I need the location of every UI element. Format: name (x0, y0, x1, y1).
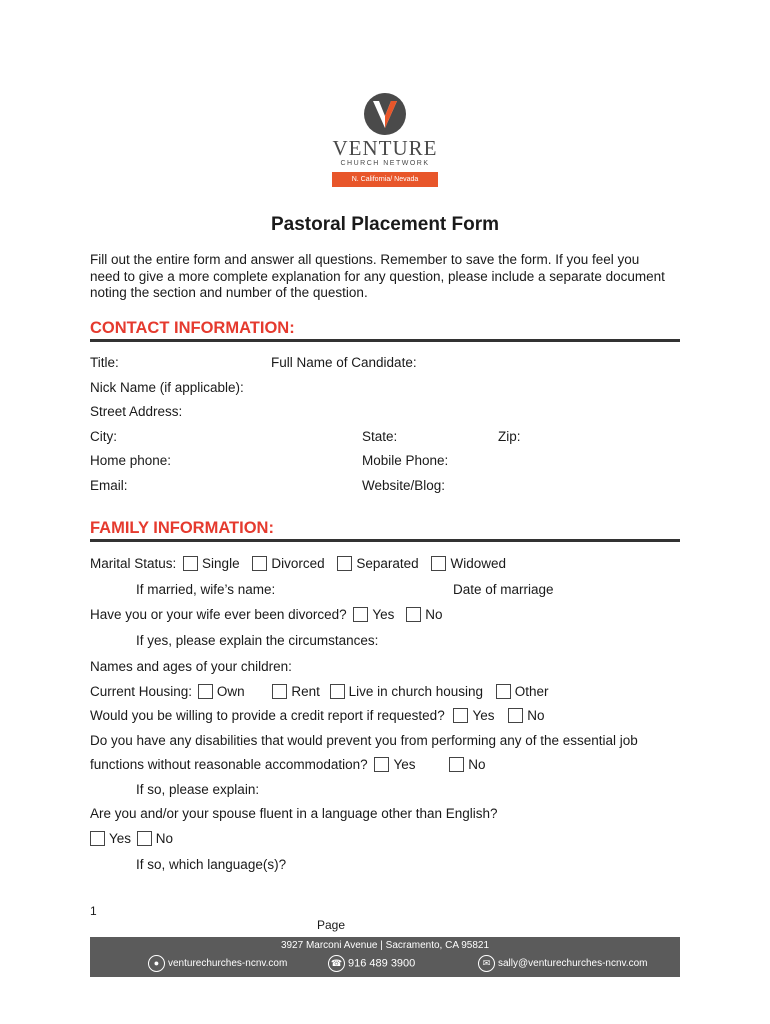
street-label: Street Address: (90, 404, 183, 419)
divorced-no-label: No (425, 607, 443, 622)
separated-label: Separated (356, 556, 419, 571)
church-housing-label: Live in church housing (348, 684, 483, 699)
church-housing-checkbox[interactable] (330, 684, 345, 699)
fluent-no-checkbox[interactable] (137, 831, 152, 846)
divorced-no-checkbox[interactable] (406, 607, 421, 622)
own-checkbox[interactable] (198, 684, 213, 699)
logo-subtitle: CHURCH NETWORK (340, 160, 430, 167)
nick-name-label: Nick Name (if applicable): (90, 380, 244, 395)
credit-no-label: No (527, 708, 545, 723)
disabilities-yes-label: Yes (393, 757, 416, 772)
disabilities-yes-checkbox[interactable] (374, 757, 389, 772)
credit-report-row (90, 708, 545, 723)
disabilities-no-label: No (468, 757, 486, 772)
logo-tagline: N. California/ Nevada (332, 172, 438, 187)
widowed-checkbox[interactable] (431, 556, 446, 571)
children-label: Names and ages of your children: (90, 659, 292, 674)
housing-row (90, 684, 549, 699)
intro-paragraph: Fill out the entire form and answer all questions. Remember to save the form. If you feel you need to give a more complete explanation for any question, please include a separate document noting the section and number of the question. (90, 252, 665, 300)
divorced-label: Divorced (271, 556, 325, 571)
other-housing-label: Other (514, 684, 549, 699)
logo-brand: VENTURE (332, 136, 438, 160)
ever-divorced-row (90, 607, 442, 622)
contact-heading: CONTACT INFORMATION: (90, 319, 295, 337)
website-label: Website/Blog: (362, 478, 446, 493)
fluent-row (90, 831, 173, 846)
family-divider (90, 539, 680, 542)
fluent-label: Are you and/or your spouse fluent in a language other than English? (90, 806, 498, 821)
fluent-yes-label: Yes (109, 831, 132, 846)
zip-label: Zip: (498, 429, 521, 444)
home-phone-label: Home phone: (90, 453, 172, 468)
rent-label: Rent (291, 684, 320, 699)
rent-checkbox[interactable] (272, 684, 287, 699)
explain-circumstances-label: If yes, please explain the circumstances: (136, 633, 379, 648)
divorced-yes-label: Yes (372, 607, 395, 622)
footer-address: 3927 Marconi Avenue | Sacramento, CA 95821 (280, 940, 490, 951)
credit-yes-label: Yes (472, 708, 495, 723)
footer-website[interactable] (148, 955, 287, 972)
which-language-label: If so, which language(s)? (136, 857, 287, 872)
divorced-yes-checkbox[interactable] (353, 607, 368, 622)
separated-checkbox[interactable] (337, 556, 352, 571)
marital-status-row (90, 556, 506, 571)
footer-phone[interactable] (328, 955, 415, 972)
contact-divider (90, 339, 680, 342)
fluent-yes-checkbox[interactable] (90, 831, 105, 846)
footer-phone-text: 916 489 3900 (348, 957, 416, 970)
city-label: City: (90, 429, 117, 444)
phone-icon: ☎ (328, 955, 345, 972)
date-of-marriage-label: Date of marriage (453, 582, 554, 597)
footer-email[interactable] (478, 955, 647, 972)
disabilities-no-checkbox[interactable] (449, 757, 464, 772)
disabilities-label-line1: Do you have any disabilities that would prevent you from performing any of the essential job (90, 733, 638, 748)
please-explain-label: If so, please explain: (136, 782, 260, 797)
single-label: Single (202, 556, 240, 571)
wife-name-label: If married, wife’s name: (136, 582, 276, 597)
mail-icon: ✉ (478, 955, 495, 972)
title-label: Title: (90, 355, 119, 370)
state-label: State: (362, 429, 398, 444)
page-label: Page (317, 918, 346, 932)
disabilities-row (90, 757, 486, 772)
housing-label: Current Housing: (90, 684, 193, 699)
single-checkbox[interactable] (183, 556, 198, 571)
credit-report-label: Would you be willing to provide a credit report if requested? (90, 708, 445, 723)
own-label: Own (216, 684, 245, 699)
footer-email-text: sally@venturechurches-ncnv.com (498, 958, 648, 970)
fluent-no-label: No (155, 831, 174, 846)
full-name-label: Full Name of Candidate: (271, 355, 417, 370)
other-housing-checkbox[interactable] (496, 684, 511, 699)
mobile-phone-label: Mobile Phone: (362, 453, 449, 468)
ever-divorced-label: Have you or your wife ever been divorced? (90, 607, 347, 622)
disabilities-label-line2: functions without reasonable accommodation? (90, 757, 368, 772)
footer-website-text: venturechurches-ncnv.com (168, 958, 288, 970)
page-title: Pastoral Placement Form (270, 214, 500, 235)
family-heading: FAMILY INFORMATION: (90, 519, 274, 537)
logo (320, 92, 450, 192)
widowed-label: Widowed (450, 556, 506, 571)
divorced-checkbox[interactable] (252, 556, 267, 571)
email-label: Email: (90, 478, 128, 493)
page-number: 1 (90, 904, 97, 918)
marital-status-label: Marital Status: (90, 556, 177, 571)
credit-yes-checkbox[interactable] (453, 708, 468, 723)
globe-icon: ● (148, 955, 165, 972)
credit-no-checkbox[interactable] (508, 708, 523, 723)
footer-bar (90, 937, 680, 977)
